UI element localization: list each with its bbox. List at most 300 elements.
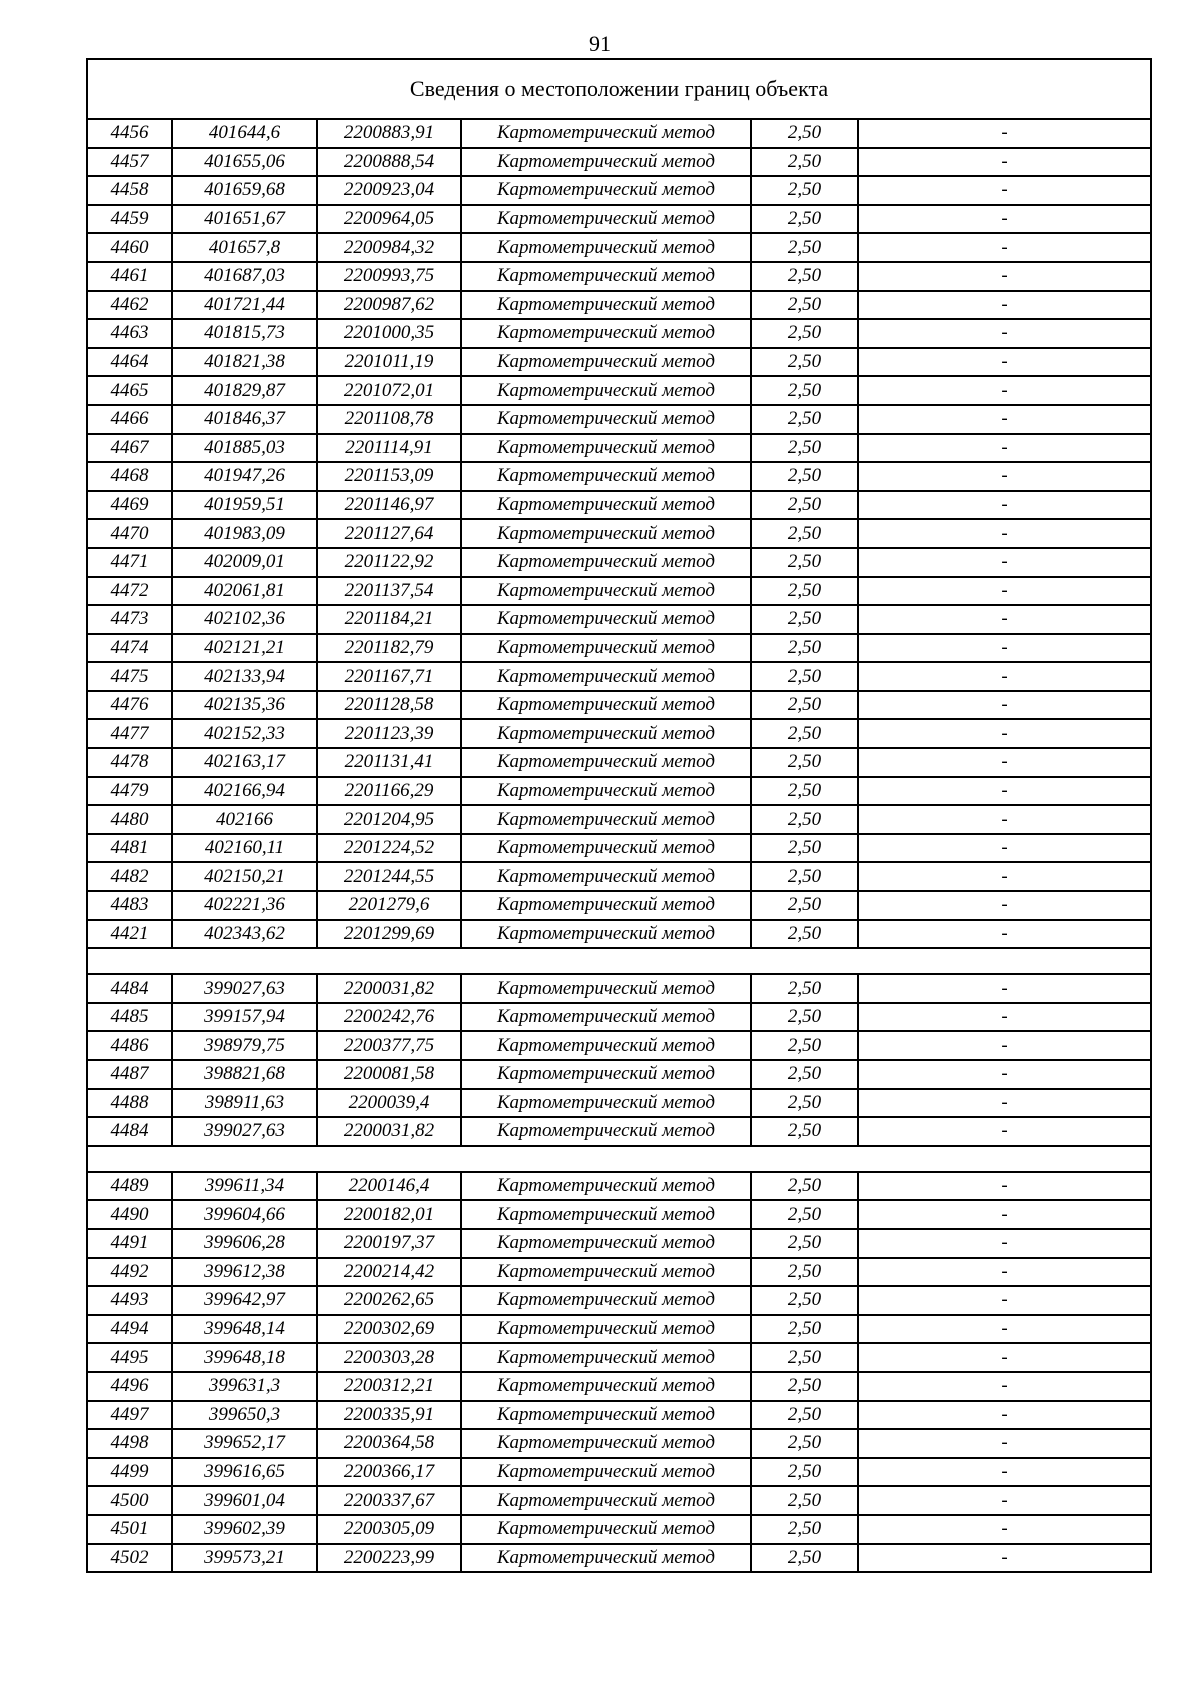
method-cell: Картометрический метод (461, 1060, 751, 1089)
table-row (87, 1372, 1151, 1401)
description-cell: - (858, 1060, 1151, 1089)
page-number: 91 (589, 31, 611, 56)
accuracy-cell: 2,50 (751, 662, 858, 691)
description-cell: - (858, 176, 1151, 205)
method-cell: Картометрический метод (461, 1486, 751, 1515)
y-coordinate-cell: 2200364,58 (317, 1429, 461, 1458)
accuracy-cell: 2,50 (751, 634, 858, 663)
y-coordinate-cell: 2200305,09 (317, 1515, 461, 1544)
x-coordinate-cell: 401959,51 (172, 491, 317, 520)
description-cell: - (858, 1372, 1151, 1401)
table-row (87, 662, 1151, 691)
method-cell: Картометрический метод (461, 777, 751, 806)
y-coordinate-cell: 2200335,91 (317, 1401, 461, 1430)
method-cell: Картометрический метод (461, 1172, 751, 1201)
accuracy-cell: 2,50 (751, 1117, 858, 1146)
point-number-cell: 4494 (87, 1315, 172, 1344)
table-row (87, 1003, 1151, 1032)
point-number-cell: 4471 (87, 548, 172, 577)
point-number-cell: 4461 (87, 262, 172, 291)
description-cell: - (858, 119, 1151, 148)
table-row (87, 1486, 1151, 1515)
x-coordinate-cell: 399157,94 (172, 1003, 317, 1032)
y-coordinate-cell: 2201279,6 (317, 891, 461, 920)
x-coordinate-cell: 401983,09 (172, 519, 317, 548)
accuracy-cell: 2,50 (751, 1515, 858, 1544)
description-cell: - (858, 1258, 1151, 1287)
table-row (87, 834, 1151, 863)
y-coordinate-cell: 2200223,99 (317, 1544, 461, 1573)
x-coordinate-cell: 401947,26 (172, 462, 317, 491)
description-cell: - (858, 1031, 1151, 1060)
point-number-cell: 4500 (87, 1486, 172, 1515)
table-row (87, 348, 1151, 377)
x-coordinate-cell: 401655,06 (172, 148, 317, 177)
table-row (87, 634, 1151, 663)
section-separator-row (87, 948, 1151, 974)
y-coordinate-cell: 2201122,92 (317, 548, 461, 577)
y-coordinate-cell: 2200302,69 (317, 1315, 461, 1344)
x-coordinate-cell: 401651,67 (172, 205, 317, 234)
x-coordinate-cell: 402221,36 (172, 891, 317, 920)
method-cell: Картометрический метод (461, 1229, 751, 1258)
method-cell: Картометрический метод (461, 605, 751, 634)
method-cell: Картометрический метод (461, 748, 751, 777)
accuracy-cell: 2,50 (751, 262, 858, 291)
table-row (87, 376, 1151, 405)
accuracy-cell: 2,50 (751, 719, 858, 748)
y-coordinate-cell: 2201137,54 (317, 577, 461, 606)
y-coordinate-cell: 2201127,64 (317, 519, 461, 548)
point-number-cell: 4469 (87, 491, 172, 520)
accuracy-cell: 2,50 (751, 920, 858, 949)
table-row (87, 1117, 1151, 1146)
description-cell: - (858, 577, 1151, 606)
table-row (87, 1060, 1151, 1089)
y-coordinate-cell: 2200303,28 (317, 1343, 461, 1372)
table-body (87, 59, 1151, 1572)
point-number-cell: 4491 (87, 1229, 172, 1258)
table-row (87, 1172, 1151, 1201)
accuracy-cell: 2,50 (751, 148, 858, 177)
description-cell: - (858, 519, 1151, 548)
point-number-cell: 4456 (87, 119, 172, 148)
x-coordinate-cell: 401657,8 (172, 233, 317, 262)
x-coordinate-cell: 402102,36 (172, 605, 317, 634)
point-number-cell: 4492 (87, 1258, 172, 1287)
accuracy-cell: 2,50 (751, 1258, 858, 1287)
description-cell: - (858, 233, 1151, 262)
point-number-cell: 4481 (87, 834, 172, 863)
y-coordinate-cell: 2200197,37 (317, 1229, 461, 1258)
point-number-cell: 4496 (87, 1372, 172, 1401)
x-coordinate-cell: 401659,68 (172, 176, 317, 205)
description-cell: - (858, 262, 1151, 291)
description-cell: - (858, 1458, 1151, 1487)
table-row (87, 1229, 1151, 1258)
method-cell: Картометрический метод (461, 1286, 751, 1315)
description-cell: - (858, 1429, 1151, 1458)
boundary-coordinates-table (86, 58, 1152, 1573)
accuracy-cell: 2,50 (751, 548, 858, 577)
table-row (87, 1458, 1151, 1487)
description-cell: - (858, 1486, 1151, 1515)
accuracy-cell: 2,50 (751, 974, 858, 1003)
x-coordinate-cell: 399611,34 (172, 1172, 317, 1201)
method-cell: Картометрический метод (461, 119, 751, 148)
x-coordinate-cell: 399642,97 (172, 1286, 317, 1315)
table-row (87, 1089, 1151, 1118)
table-row (87, 434, 1151, 463)
description-cell: - (858, 1172, 1151, 1201)
accuracy-cell: 2,50 (751, 1060, 858, 1089)
point-number-cell: 4476 (87, 691, 172, 720)
point-number-cell: 4485 (87, 1003, 172, 1032)
method-cell: Картометрический метод (461, 577, 751, 606)
point-number-cell: 4473 (87, 605, 172, 634)
point-number-cell: 4466 (87, 405, 172, 434)
x-coordinate-cell: 399606,28 (172, 1229, 317, 1258)
point-number-cell: 4493 (87, 1286, 172, 1315)
description-cell: - (858, 1003, 1151, 1032)
x-coordinate-cell: 398911,63 (172, 1089, 317, 1118)
x-coordinate-cell: 402166,94 (172, 777, 317, 806)
x-coordinate-cell: 402133,94 (172, 662, 317, 691)
x-coordinate-cell: 402009,01 (172, 548, 317, 577)
table-row (87, 748, 1151, 777)
accuracy-cell: 2,50 (751, 176, 858, 205)
accuracy-cell: 2,50 (751, 1458, 858, 1487)
y-coordinate-cell: 2200883,91 (317, 119, 461, 148)
method-cell: Картометрический метод (461, 205, 751, 234)
y-coordinate-cell: 2200146,4 (317, 1172, 461, 1201)
method-cell: Картометрический метод (461, 405, 751, 434)
point-number-cell: 4472 (87, 577, 172, 606)
description-cell: - (858, 1286, 1151, 1315)
y-coordinate-cell: 2200377,75 (317, 1031, 461, 1060)
table-row (87, 233, 1151, 262)
y-coordinate-cell: 2200923,04 (317, 176, 461, 205)
table-row (87, 462, 1151, 491)
point-number-cell: 4499 (87, 1458, 172, 1487)
accuracy-cell: 2,50 (751, 376, 858, 405)
y-coordinate-cell: 2200888,54 (317, 148, 461, 177)
x-coordinate-cell: 399573,21 (172, 1544, 317, 1573)
method-cell: Картометрический метод (461, 291, 751, 320)
accuracy-cell: 2,50 (751, 691, 858, 720)
table-row (87, 548, 1151, 577)
table-row (87, 262, 1151, 291)
method-cell: Картометрический метод (461, 1031, 751, 1060)
y-coordinate-cell: 2200214,42 (317, 1258, 461, 1287)
x-coordinate-cell: 402150,21 (172, 862, 317, 891)
y-coordinate-cell: 2201244,55 (317, 862, 461, 891)
point-number-cell: 4457 (87, 148, 172, 177)
method-cell: Картометрический метод (461, 262, 751, 291)
y-coordinate-cell: 2200987,62 (317, 291, 461, 320)
method-cell: Картометрический метод (461, 862, 751, 891)
y-coordinate-cell: 2200312,21 (317, 1372, 461, 1401)
x-coordinate-cell: 402160,11 (172, 834, 317, 863)
x-coordinate-cell: 399602,39 (172, 1515, 317, 1544)
y-coordinate-cell: 2200337,67 (317, 1486, 461, 1515)
point-number-cell: 4459 (87, 205, 172, 234)
point-number-cell: 4465 (87, 376, 172, 405)
x-coordinate-cell: 401846,37 (172, 405, 317, 434)
y-coordinate-cell: 2201000,35 (317, 319, 461, 348)
table-row (87, 519, 1151, 548)
point-number-cell: 4479 (87, 777, 172, 806)
y-coordinate-cell: 2201167,71 (317, 662, 461, 691)
x-coordinate-cell: 399616,65 (172, 1458, 317, 1487)
description-cell: - (858, 920, 1151, 949)
method-cell: Картометрический метод (461, 805, 751, 834)
point-number-cell: 4474 (87, 634, 172, 663)
table-row (87, 805, 1151, 834)
point-number-cell: 4477 (87, 719, 172, 748)
y-coordinate-cell: 2200031,82 (317, 1117, 461, 1146)
method-cell: Картометрический метод (461, 634, 751, 663)
accuracy-cell: 2,50 (751, 462, 858, 491)
accuracy-cell: 2,50 (751, 1172, 858, 1201)
y-coordinate-cell: 2200366,17 (317, 1458, 461, 1487)
method-cell: Картометрический метод (461, 462, 751, 491)
method-cell: Картометрический метод (461, 1515, 751, 1544)
y-coordinate-cell: 2201146,97 (317, 491, 461, 520)
y-coordinate-cell: 2200964,05 (317, 205, 461, 234)
point-number-cell: 4497 (87, 1401, 172, 1430)
description-cell: - (858, 548, 1151, 577)
point-number-cell: 4460 (87, 233, 172, 262)
y-coordinate-cell: 2200993,75 (317, 262, 461, 291)
description-cell: - (858, 348, 1151, 377)
description-cell: - (858, 1401, 1151, 1430)
table-row (87, 491, 1151, 520)
accuracy-cell: 2,50 (751, 291, 858, 320)
table-row (87, 719, 1151, 748)
accuracy-cell: 2,50 (751, 405, 858, 434)
accuracy-cell: 2,50 (751, 1343, 858, 1372)
y-coordinate-cell: 2201224,52 (317, 834, 461, 863)
x-coordinate-cell: 399601,04 (172, 1486, 317, 1515)
point-number-cell: 4495 (87, 1343, 172, 1372)
x-coordinate-cell: 402135,36 (172, 691, 317, 720)
method-cell: Картометрический метод (461, 1343, 751, 1372)
description-cell: - (858, 376, 1151, 405)
x-coordinate-cell: 401821,38 (172, 348, 317, 377)
method-cell: Картометрический метод (461, 1089, 751, 1118)
method-cell: Картометрический метод (461, 1117, 751, 1146)
section-separator-cell (87, 948, 1151, 974)
table-row (87, 1515, 1151, 1544)
method-cell: Картометрический метод (461, 1200, 751, 1229)
description-cell: - (858, 148, 1151, 177)
y-coordinate-cell: 2201128,58 (317, 691, 461, 720)
x-coordinate-cell: 401687,03 (172, 262, 317, 291)
description-cell: - (858, 1117, 1151, 1146)
table-row (87, 605, 1151, 634)
description-cell: - (858, 662, 1151, 691)
x-coordinate-cell: 401644,6 (172, 119, 317, 148)
table-row (87, 577, 1151, 606)
point-number-cell: 4464 (87, 348, 172, 377)
accuracy-cell: 2,50 (751, 319, 858, 348)
point-number-cell: 4484 (87, 974, 172, 1003)
table-row (87, 1401, 1151, 1430)
method-cell: Картометрический метод (461, 920, 751, 949)
table-row (87, 148, 1151, 177)
x-coordinate-cell: 399652,17 (172, 1429, 317, 1458)
x-coordinate-cell: 399027,63 (172, 974, 317, 1003)
method-cell: Картометрический метод (461, 376, 751, 405)
description-cell: - (858, 777, 1151, 806)
point-number-cell: 4482 (87, 862, 172, 891)
y-coordinate-cell: 2201114,91 (317, 434, 461, 463)
table-row (87, 920, 1151, 949)
table-title-row (87, 59, 1151, 119)
method-cell: Картометрический метод (461, 1003, 751, 1032)
description-cell: - (858, 1515, 1151, 1544)
y-coordinate-cell: 2201072,01 (317, 376, 461, 405)
accuracy-cell: 2,50 (751, 1031, 858, 1060)
x-coordinate-cell: 399631,3 (172, 1372, 317, 1401)
accuracy-cell: 2,50 (751, 805, 858, 834)
x-coordinate-cell: 402343,62 (172, 920, 317, 949)
point-number-cell: 4490 (87, 1200, 172, 1229)
method-cell: Картометрический метод (461, 233, 751, 262)
point-number-cell: 4470 (87, 519, 172, 548)
x-coordinate-cell: 399648,18 (172, 1343, 317, 1372)
description-cell: - (858, 1343, 1151, 1372)
y-coordinate-cell: 2201299,69 (317, 920, 461, 949)
x-coordinate-cell: 402166 (172, 805, 317, 834)
point-number-cell: 4480 (87, 805, 172, 834)
method-cell: Картометрический метод (461, 691, 751, 720)
point-number-cell: 4458 (87, 176, 172, 205)
point-number-cell: 4478 (87, 748, 172, 777)
method-cell: Картометрический метод (461, 491, 751, 520)
accuracy-cell: 2,50 (751, 205, 858, 234)
method-cell: Картометрический метод (461, 1258, 751, 1287)
table-row (87, 1343, 1151, 1372)
accuracy-cell: 2,50 (751, 891, 858, 920)
x-coordinate-cell: 402163,17 (172, 748, 317, 777)
table-row (87, 777, 1151, 806)
table-title: Сведения о местоположении границ объекта (87, 59, 1151, 119)
table-row (87, 1315, 1151, 1344)
table-row (87, 291, 1151, 320)
accuracy-cell: 2,50 (751, 1229, 858, 1258)
y-coordinate-cell: 2201131,41 (317, 748, 461, 777)
accuracy-cell: 2,50 (751, 1315, 858, 1344)
table-row (87, 405, 1151, 434)
description-cell: - (858, 491, 1151, 520)
description-cell: - (858, 1229, 1151, 1258)
method-cell: Картометрический метод (461, 1401, 751, 1430)
y-coordinate-cell: 2201184,21 (317, 605, 461, 634)
accuracy-cell: 2,50 (751, 348, 858, 377)
table-row (87, 1258, 1151, 1287)
y-coordinate-cell: 2201153,09 (317, 462, 461, 491)
accuracy-cell: 2,50 (751, 519, 858, 548)
point-number-cell: 4467 (87, 434, 172, 463)
x-coordinate-cell: 401815,73 (172, 319, 317, 348)
method-cell: Картометрический метод (461, 1372, 751, 1401)
table-row (87, 319, 1151, 348)
point-number-cell: 4487 (87, 1060, 172, 1089)
x-coordinate-cell: 402121,21 (172, 634, 317, 663)
point-number-cell: 4498 (87, 1429, 172, 1458)
x-coordinate-cell: 402061,81 (172, 577, 317, 606)
description-cell: - (858, 974, 1151, 1003)
x-coordinate-cell: 399648,14 (172, 1315, 317, 1344)
accuracy-cell: 2,50 (751, 1003, 858, 1032)
method-cell: Картометрический метод (461, 434, 751, 463)
y-coordinate-cell: 2200262,65 (317, 1286, 461, 1315)
method-cell: Картометрический метод (461, 974, 751, 1003)
description-cell: - (858, 1200, 1151, 1229)
accuracy-cell: 2,50 (751, 1089, 858, 1118)
accuracy-cell: 2,50 (751, 605, 858, 634)
description-cell: - (858, 205, 1151, 234)
x-coordinate-cell: 401885,03 (172, 434, 317, 463)
method-cell: Картометрический метод (461, 319, 751, 348)
point-number-cell: 4468 (87, 462, 172, 491)
method-cell: Картометрический метод (461, 148, 751, 177)
accuracy-cell: 2,50 (751, 1544, 858, 1573)
description-cell: - (858, 805, 1151, 834)
point-number-cell: 4475 (87, 662, 172, 691)
description-cell: - (858, 462, 1151, 491)
method-cell: Картометрический метод (461, 519, 751, 548)
accuracy-cell: 2,50 (751, 577, 858, 606)
accuracy-cell: 2,50 (751, 1200, 858, 1229)
table-row (87, 119, 1151, 148)
table-row (87, 1031, 1151, 1060)
method-cell: Картометрический метод (461, 176, 751, 205)
table-row (87, 205, 1151, 234)
method-cell: Картометрический метод (461, 1458, 751, 1487)
y-coordinate-cell: 2201182,79 (317, 634, 461, 663)
description-cell: - (858, 434, 1151, 463)
accuracy-cell: 2,50 (751, 834, 858, 863)
point-number-cell: 4463 (87, 319, 172, 348)
description-cell: - (858, 1089, 1151, 1118)
description-cell: - (858, 634, 1151, 663)
point-number-cell: 4502 (87, 1544, 172, 1573)
accuracy-cell: 2,50 (751, 1429, 858, 1458)
description-cell: - (858, 891, 1151, 920)
x-coordinate-cell: 399604,66 (172, 1200, 317, 1229)
x-coordinate-cell: 399612,38 (172, 1258, 317, 1287)
description-cell: - (858, 405, 1151, 434)
point-number-cell: 4421 (87, 920, 172, 949)
section-separator-row (87, 1146, 1151, 1172)
description-cell: - (858, 605, 1151, 634)
description-cell: - (858, 719, 1151, 748)
x-coordinate-cell: 399027,63 (172, 1117, 317, 1146)
accuracy-cell: 2,50 (751, 748, 858, 777)
x-coordinate-cell: 401721,44 (172, 291, 317, 320)
table-row (87, 1429, 1151, 1458)
accuracy-cell: 2,50 (751, 1486, 858, 1515)
description-cell: - (858, 748, 1151, 777)
accuracy-cell: 2,50 (751, 1286, 858, 1315)
accuracy-cell: 2,50 (751, 119, 858, 148)
point-number-cell: 4489 (87, 1172, 172, 1201)
y-coordinate-cell: 2200031,82 (317, 974, 461, 1003)
accuracy-cell: 2,50 (751, 233, 858, 262)
